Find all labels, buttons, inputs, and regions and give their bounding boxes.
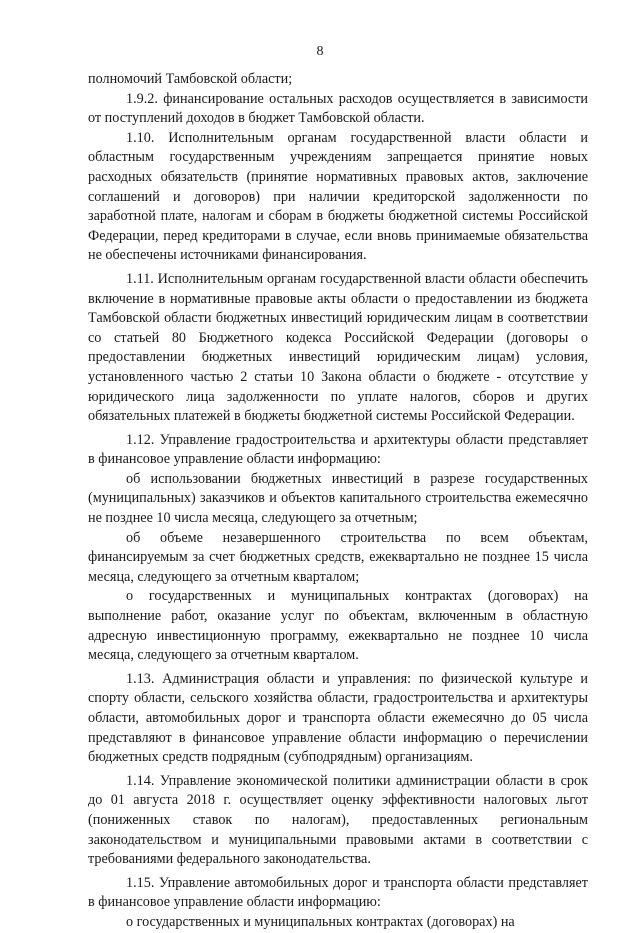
paragraph-1-11: 1.11. Исполнительным органам государственной власти области обеспечить включение в нормативные правовые акты области о предоставлении из бюджета Тамбовской области бюджетных инвестиций юридическим лицам в соответствии со статьей 80 Бюджетного кодекса Российской Федерации (договоры о предоставлении бюджетных инвестиций юридическим лицам) условия, установленного частью 2 статьи 10 Закона области о бюджете - отсутствие у юридического лица задолженности по уплате налогов, сборов и других обязательных платежей в бюджеты бюджетной системы Российской Федерации.	[88, 270, 588, 425]
document-body	[88, 70, 588, 933]
paragraph-1-14: 1.14. Управление экономической политики администрации области в срок до 01 августа 2018 г. осуществляет оценку эффективности налоговых льгот (пониженных ставок по налогам), предоставленных региональным законодательством и муниципальными правовыми актами в соответствии с требованиями федерального законодательства.	[88, 772, 588, 868]
paragraph-1-10: 1.10. Исполнительным органам государственной власти области и областным государственным учреждениям запрещается принятие новых расходных обязательств (принятие нормативных правовых актов, заключение соглашений и договоров) при наличии кредиторской задолженности по заработной плате, налогам и сборам в бюджеты бюджетной системы Российской Федерации, перед кредиторами в случае, если вновь принимаемые обязательства не обеспечены источниками финансирования.	[88, 129, 588, 264]
paragraph-1-15: 1.15. Управление автомобильных дорог и транспорта области представляет в финансовое управление области информацию:	[88, 874, 588, 911]
paragraph-1-13: 1.13. Администрация области и управления: по физической культуре и спорту области, сельского хозяйства области, градостроительства и архитектуры области, автомобильных дорог и транспорта области ежемесячно до 05 числа представляют в финансовое управление области информацию о перечислении бюджетных средств подрядным (субподрядным) организациям.	[88, 670, 588, 766]
list-item-unfinished-construction: об объеме незавершенного строительства по всем объектам, финансируемым за счет бюджетных средств, ежеквартально не позднее 15 числа месяца, следующего за отчетным кварталом;	[88, 529, 588, 585]
paragraph-1-9-2: 1.9.2. финансирование остальных расходов осуществляется в зависимости от поступлений доходов в бюджет Тамбовской области.	[88, 90, 588, 127]
paragraph-continuation: полномочий Тамбовской области;	[88, 71, 293, 87]
list-item-contracts: о государственных и муниципальных контрактах (договорах) на выполнение работ, оказание услуг по объектам, включенным в областную адресную инвестиционную программу, ежеквартально не позднее 10 числа месяца, следующего за отчетным кварталом.	[88, 588, 588, 664]
list-item-road-contracts: о государственных и муниципальных контрактах (договорах) на	[126, 913, 515, 930]
list-item-investments: об использовании бюджетных инвестиций в разрезе государственных (муниципальных) заказчиков и объектов капитального строительства ежемесячно не позднее 10 числа месяца, следующего за отчетным;	[88, 470, 588, 527]
paragraph-1-12: 1.12. Управление градостроительства и архитектуры области представляет в финансовое управление области информацию:	[88, 431, 588, 468]
page-number: 8	[316, 44, 324, 59]
